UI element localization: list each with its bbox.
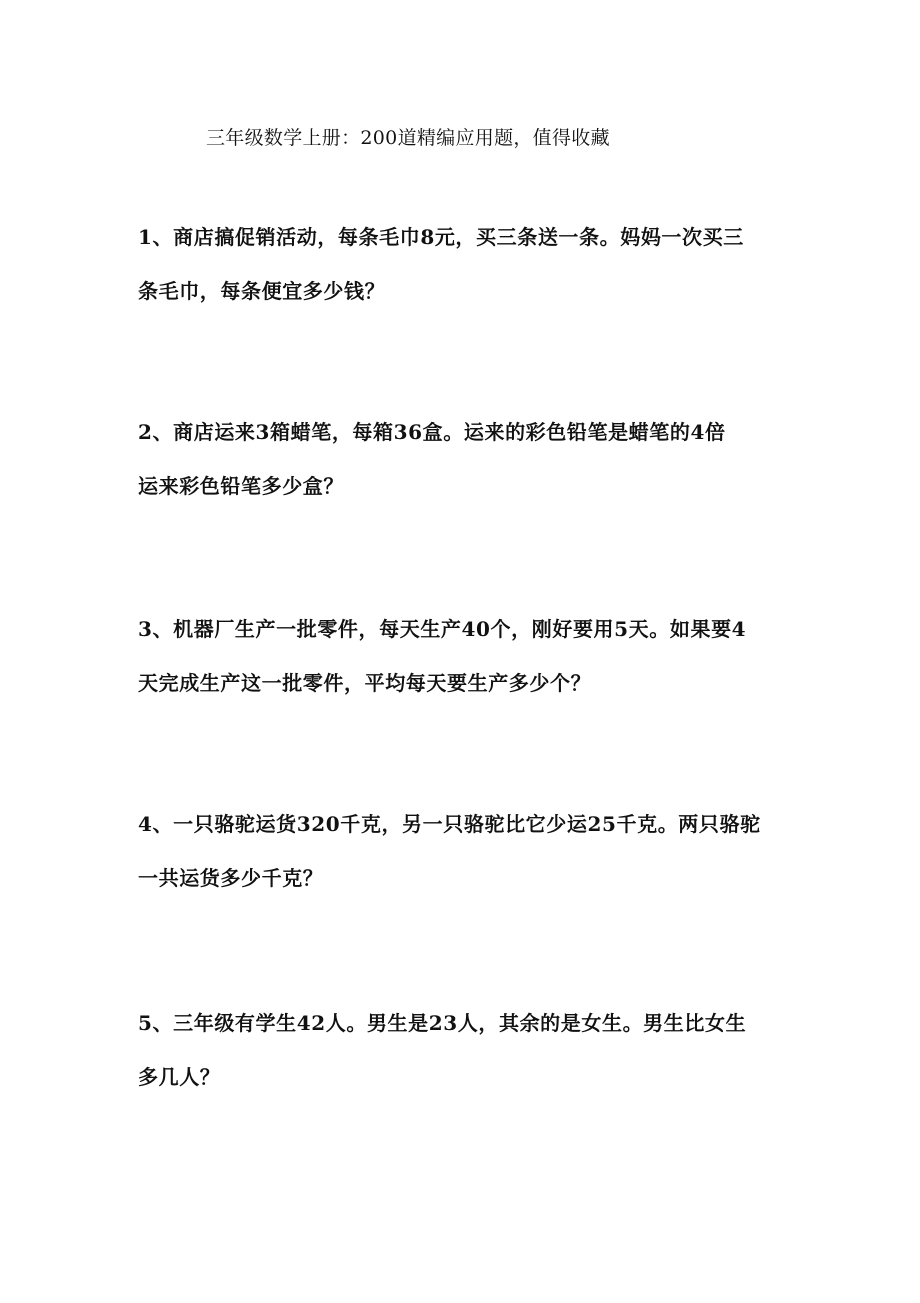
question-5-line-2: 多几人？ [138,1065,221,1089]
question-3 [138,616,747,696]
document-title: 三年级数学上册：200道精编应用题，值得收藏 [206,127,610,149]
question-1-line-2: 条毛巾，每条便宜多少钱？ [138,279,386,303]
question-2-line-1: 2、商店运来3箱蜡笔，每箱36盒。运来的彩色铅笔是蜡笔的4倍 [138,420,726,444]
question-4 [138,811,761,891]
question-3-line-2: 天完成生产这一批零件，平均每天要生产多少个？ [138,671,592,695]
question-1-line-1: 1、商店搞促销活动，每条毛巾8元，买三条送一条。妈妈一次买三 [138,225,744,249]
question-4-line-2: 一共运货多少千克？ [138,866,324,890]
question-1 [138,224,744,304]
question-2 [138,419,738,499]
question-4-line-1: 4、一只骆驼运货320千克，另一只骆驼比它少运25千克。两只骆驼 [138,812,761,836]
question-3-line-1: 3、机器厂生产一批零件，每天生产40个，刚好要用5天。如果要4 [138,617,747,641]
question-5 [138,1010,747,1090]
question-5-line-1: 5、三年级有学生42人。男生是23人，其余的是女生。男生比女生 [138,1011,747,1035]
question-2-line-2: 运来彩色铅笔多少盒？ [138,474,344,498]
